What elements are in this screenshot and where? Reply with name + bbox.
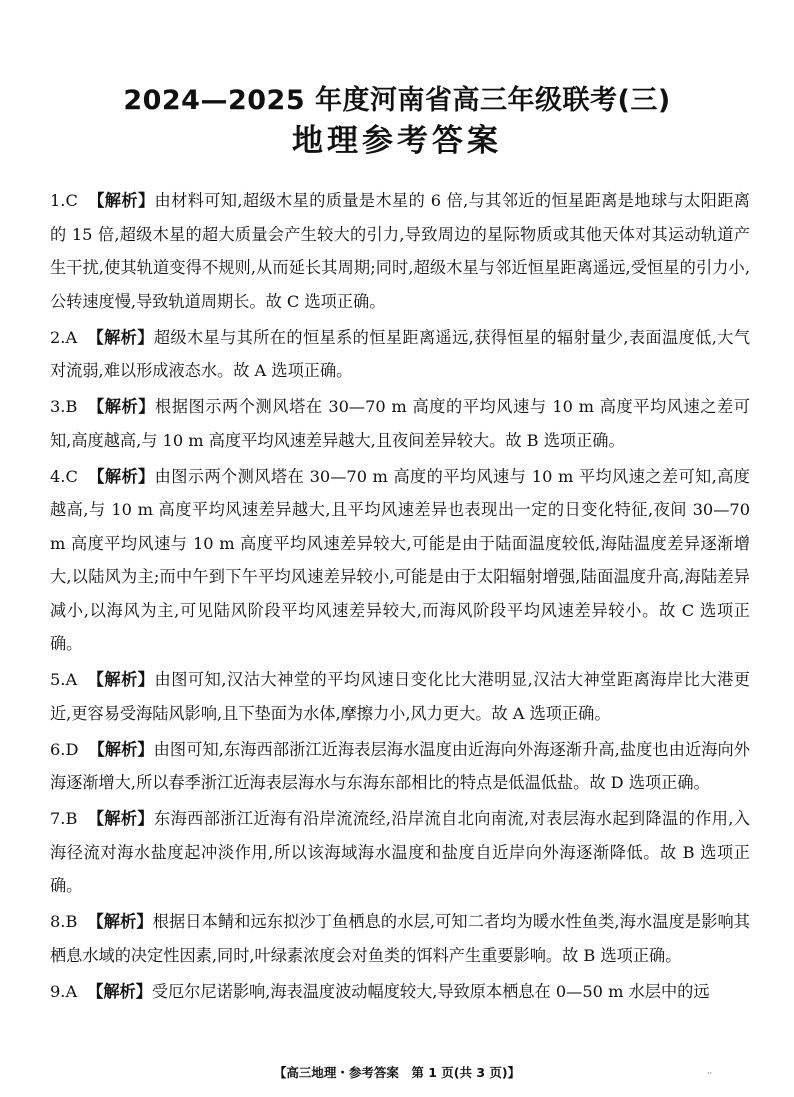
item-number: 2. [50,327,66,347]
exam-title: 2024—2025 年度河南省高三年级联考(三) [123,85,671,116]
item-explanation: 由图可知,东海西部浙江近海表层海水温度由近海向外海逐渐升高,盐度也由近海向外海逐渐增大,所以春季浙江近海表层海水与东海东部相比的特点是低温低盐。故 D 选项正确。 [50,739,750,792]
analysis-tag: 【解析】 [87,809,155,828]
corner-dots: ·· [707,1069,713,1078]
answer-item-9 [50,975,750,1009]
answer-item-5 [50,663,750,730]
item-number: 6. [50,739,66,759]
item-explanation: 根据图示两个测风塔在 30—70 m 高度的平均风速与 10 m 高度平均风速之差可知,高度越高,与 10 m 高度平均风速差异越大,且夜间差异较大。故 B 选项正确。 [50,397,750,450]
answer-item-3 [50,390,750,457]
item-answer: A [65,670,78,689]
item-explanation: 超级木星与其所在的恒星系的恒星距离遥远,获得恒星的辐射量少,表面温度低,大气对流弱,难以形成液态水。故 A 选项正确。 [50,327,751,380]
item-explanation: 由图示两个测风塔在 30—70 m 高度的平均风速与 10 m 平均风速之差可知,高度越高,与 10 m 高度平均风速差异越大,且平均风速差异也表现出一定的日变化特征,夜间 30—70 m 高度平均风速与 10 m 高度平均风速差异较大,可能是由于陆面温度较低,海陆温度差异逐渐增大,以陆风为主;而中午到下午平均风速差异较小,可能是由于太阳辐射增强,陆面温度升高,海陆差异减小,以海风为主,可见陆风阶段平均风速差异较大,而海风阶段平均风速差异较小。故 C 选项正确。 [50,466,750,653]
analysis-tag: 【解析】 [87,670,155,689]
item-explanation: 受厄尔尼诺影响,海表温度波动幅度较大,导致原本栖息在 0—50 m 水层中的远 [151,981,710,1001]
item-explanation: 东海西部浙江近海有沿岸流流经,沿岸流自北向南流,对表层海水起到降温的作用,入海径流对海水盐度起冲淡作用,所以该海域海水温度和盐度自近岸向外海逐渐降低。故 B 选项正确。 [50,809,751,895]
answer-item-4 [50,460,750,661]
page-footer: 【高三地理・参考答案 第 1 页(共 3 页)】 [273,1065,521,1080]
item-number: 7. [50,809,66,828]
item-answer: B [65,397,78,416]
analysis-tag: 【解析】 [87,466,155,486]
item-number: 8. [50,912,66,931]
analysis-tag: 【解析】 [87,397,155,416]
item-answer: A [65,981,78,1001]
document-title: 地理参考答案 [292,123,502,159]
answer-list [50,184,750,1011]
item-answer: B [65,809,78,828]
item-explanation: 由图可知,汉沽大神堂的平均风速日变化比大港明显,汉沽大神堂距离海岸比大港更近,更容易受海陆风影响,且下垫面为水体,摩擦力小,风力更大。故 A 选项正确。 [50,670,750,723]
item-number: 3. [50,397,66,416]
analysis-tag: 【解析】 [87,981,152,1001]
answer-item-7 [50,802,750,903]
item-answer: C [65,466,78,486]
item-number: 5. [50,670,66,689]
item-answer: D [65,739,79,759]
item-answer: C [65,191,78,210]
answer-item-2 [50,321,750,388]
answer-item-8 [50,905,750,972]
item-answer: A [65,327,78,347]
item-number: 4. [50,466,66,486]
analysis-tag: 【解析】 [87,912,153,931]
item-number: 1. [50,191,66,210]
item-explanation: 根据日本鲭和远东拟沙丁鱼栖息的水层,可知二者均为暖水性鱼类,海水温度是影响其栖息水域的决定性因素,同时,叶绿素浓度会对鱼类的饵料产生重要影响。故 B 选项正确。 [50,912,750,965]
answer-item-6 [50,733,750,800]
analysis-tag: 【解析】 [88,739,154,759]
item-number: 9. [50,981,66,1001]
answer-item-1 [50,184,750,318]
item-answer: B [65,912,78,931]
item-explanation: 由材料可知,超级木星的质量是木星的 6 倍,与其邻近的恒星距离是地球与太阳距离的 15 倍,超级木星的超大质量会产生较大的引力,导致周边的星际物质或其他天体对其运动轨道产生干扰,使其轨道变得不规则,从而延长其周期;同时,超级木星与邻近恒星距离遥远,受恒星的引力小,公转速度慢,导致轨道周期长。故 C 选项正确。 [50,191,750,311]
analysis-tag: 【解析】 [87,327,154,347]
analysis-tag: 【解析】 [87,191,155,210]
